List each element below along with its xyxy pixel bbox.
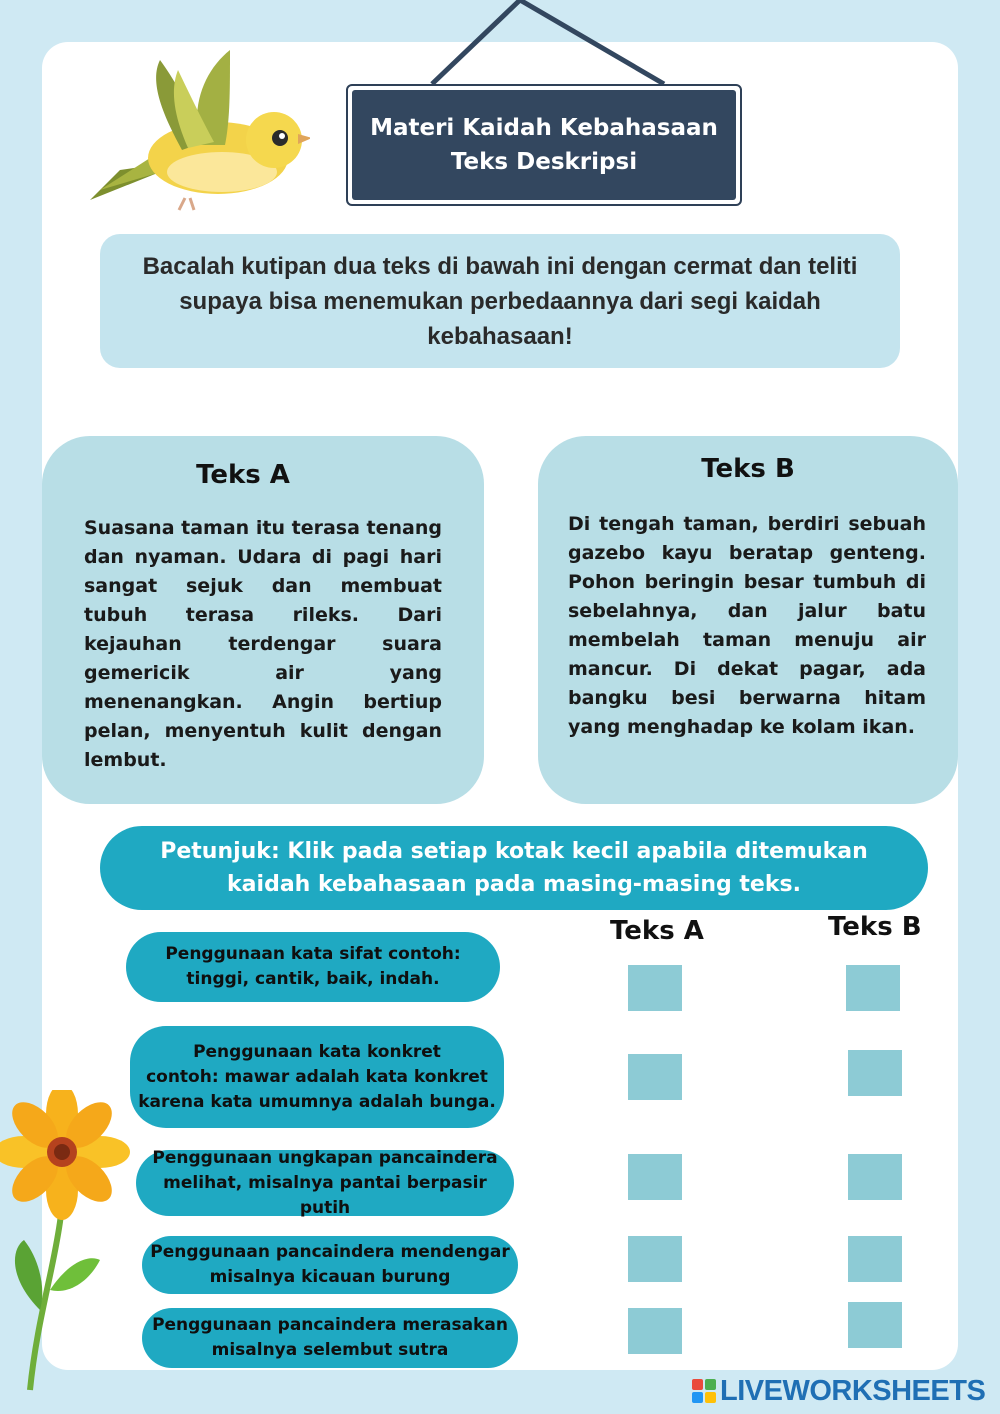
teks-b-card: [538, 436, 958, 804]
bird-illustration: [90, 50, 310, 220]
teks-a-heading: Teks A: [196, 460, 290, 490]
teks-b-body: Di tengah taman, berdiri sebuah gazebo kayu beratap genteng. Pohon beringin besar tumbuh di sebelahnya, dan jalur batu membelah taman menuju air mancur. Di dekat pagar, ada bangku besi berwarna hitam yang menghadap ke kolam ikan.: [568, 513, 926, 738]
column-header-teks-a: Teks A: [610, 916, 704, 946]
criterion-text: Penggunaan pancaindera merasakan: [152, 1315, 508, 1335]
petunjuk-line-1: Petunjuk: Klik pada setiap kotak kecil apabila ditemukan: [160, 839, 868, 864]
title-line-1: Materi Kaidah Kebahasaan: [370, 115, 718, 141]
intro-instruction: Bacalah kutipan dua teks di bawah ini dengan cermat dan teliti supaya bisa menemukan perbedaannya dari segi kaidah kebahasaan!: [100, 234, 900, 368]
criterion-text: karena kata umumnya adalah bunga.: [138, 1091, 496, 1112]
column-header-teks-b: Teks B: [828, 912, 922, 942]
criterion-item: [142, 1236, 518, 1294]
criterion-item: [126, 932, 500, 1002]
criterion-item: [130, 1026, 504, 1128]
teks-a-card: [42, 436, 484, 804]
title-line-2: Teks Deskripsi: [450, 149, 638, 175]
logo-icon: [692, 1379, 716, 1403]
criterion-item: [136, 1147, 514, 1218]
title-board: [346, 84, 742, 206]
checkbox-item5-teks-b[interactable]: [848, 1302, 902, 1348]
petunjuk-banner: [100, 826, 928, 910]
criterion-text: Penggunaan ungkapan pancaindera: [152, 1147, 498, 1168]
checkbox-item2-teks-a[interactable]: [628, 1054, 682, 1100]
checkbox-item4-teks-b[interactable]: [848, 1236, 902, 1282]
criterion-text: misalnya kicauan burung: [209, 1267, 451, 1287]
teks-b-heading: Teks B: [701, 454, 795, 484]
teks-a-body: Suasana taman itu terasa tenang dan nyaman. Udara di pagi hari sangat sejuk dan membuat tubuh terasa rileks. Dari kejauhan terdengar suara gemericik air yang menenangkan. Angin bertiup pelan, menyentuh kulit dengan lembut.: [84, 517, 442, 771]
logo-text: LIVEWORKSHEETS: [720, 1374, 986, 1407]
criterion-text: misalnya selembut sutra: [211, 1340, 449, 1360]
checkbox-item4-teks-a[interactable]: [628, 1236, 682, 1282]
criterion-text: Penggunaan kata sifat contoh:: [165, 944, 461, 964]
criterion-text: Penggunaan pancaindera mendengar: [150, 1242, 510, 1262]
checkbox-item5-teks-a[interactable]: [628, 1308, 682, 1354]
checkbox-item2-teks-b[interactable]: [848, 1050, 902, 1096]
criterion-text: contoh: mawar adalah kata konkret: [146, 1066, 488, 1087]
liveworksheets-logo: [692, 1374, 985, 1408]
criterion-item: [142, 1308, 518, 1368]
checkbox-item3-teks-a[interactable]: [628, 1154, 682, 1200]
criterion-text: tinggi, cantik, baik, indah.: [186, 969, 440, 989]
checkbox-item1-teks-b[interactable]: [846, 965, 900, 1011]
checkbox-item1-teks-a[interactable]: [628, 965, 682, 1011]
petunjuk-line-2: kaidah kebahasaan pada masing-masing teks.: [227, 872, 801, 897]
checkbox-item3-teks-b[interactable]: [848, 1154, 902, 1200]
flower-illustration: [0, 1090, 170, 1410]
criterion-text: Penggunaan kata konkret: [193, 1041, 441, 1062]
criterion-text: melihat, misalnya pantai berpasir putih: [163, 1172, 487, 1218]
